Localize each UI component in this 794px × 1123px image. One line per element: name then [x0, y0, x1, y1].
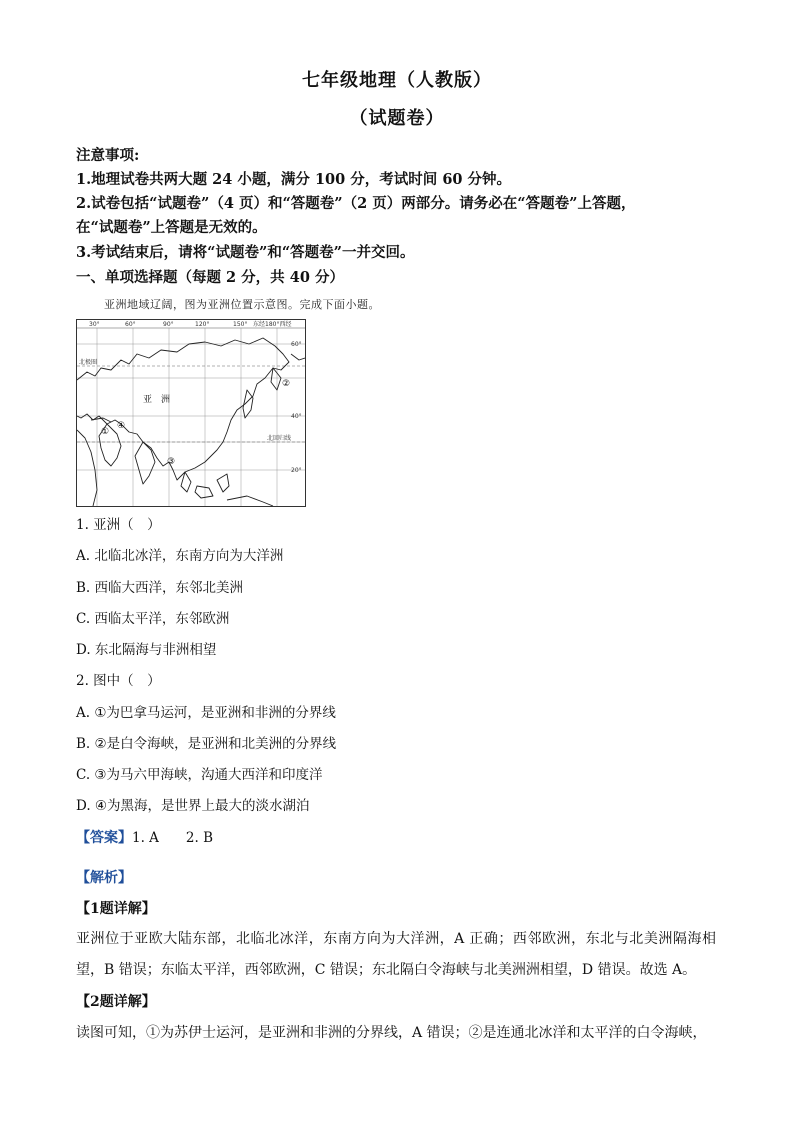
section-heading: 一、单项选择题（每题 2 分，共 40 分） [76, 269, 344, 286]
coastlines [77, 338, 305, 506]
question-1-option-d: D. 东北隔海与非洲相望 [76, 642, 217, 658]
region-label-asia: 亚 洲 [143, 395, 171, 405]
detail-1-text: 亚洲位于亚欧大陆东部，北临北冰洋，东南方向为大洋洲，A 正确；西邻欧洲，东北与北美洲隔海相望，B 错误；东临太平洋，西邻欧洲，C 错误；东北隔白令海峡与北美洲洲相望，D 错误。故选 A。 [76, 931, 716, 978]
marker-3: ③ [167, 457, 176, 467]
question-2-stem: 2. 图中（ ） [76, 673, 161, 689]
question-1-option-c: C. 西临太平洋，东邻欧洲 [76, 611, 230, 627]
lon-label-90: 90° [163, 321, 174, 328]
marker-4: ④ [117, 421, 126, 431]
notice-line-2a: 2.试卷包括“试题卷”（4 页）和“答题卷”（2 页）两部分。请务必在“答题卷”上答题， [76, 195, 636, 212]
question-1-option-b: B. 西临大西洋，东邻北美洲 [76, 580, 244, 596]
lon-label-60: 60° [125, 321, 136, 328]
question-2-option-b: B. ②是白令海峡，是亚洲和北美洲的分界线 [76, 736, 337, 752]
lat-label-20: 20° [291, 467, 302, 474]
detail-1-label: 【1题详解】 [76, 901, 156, 917]
lat-label-60: 60° [291, 341, 302, 348]
notice-line-2b: 在“试题卷”上答题是无效的。 [76, 219, 267, 236]
meridian-lines [97, 328, 277, 506]
asia-location-map [76, 319, 306, 507]
arctic-label: 北极圈 [79, 359, 98, 366]
marker-1: ① [101, 427, 110, 437]
detail-2-text: 读图可知，①为苏伊士运河，是亚洲和非洲的分界线，A 错误；②是连通北冰洋和太平洋的白令海峡， [76, 1025, 707, 1041]
notice-heading: 注意事项: [76, 147, 140, 164]
lat-label-40: 40° [291, 413, 302, 420]
analysis-label: 【解析】 [76, 870, 132, 886]
tropic-label: 北回归线 [267, 435, 292, 442]
question-2-option-a: A. ①为巴拿马运河，是亚洲和非洲的分界线 [76, 705, 336, 721]
detail-2-label: 【2题详解】 [76, 994, 156, 1010]
marker-2: ② [282, 379, 291, 389]
question-1-stem: 1. 亚洲（ ） [76, 517, 161, 533]
page-title: 七年级地理（人教版） [302, 70, 492, 91]
parallel-lines [77, 344, 305, 470]
page-subtitle: （试题卷） [349, 108, 445, 129]
question-2-option-d: D. ④为黑海，是世界上最大的淡水湖泊 [76, 798, 310, 814]
question-2-option-c: C. ③为马六甲海峡，沟通大西洋和印度洋 [76, 767, 323, 783]
answer-text: 1. A 2. B [132, 830, 214, 846]
lon-label-150: 150° [233, 321, 248, 328]
lon-label-120: 120° [195, 321, 210, 328]
answer-row [76, 826, 213, 847]
notice-line-3: 3.考试结束后，请将“试题卷”和“答题卷”一并交回。 [76, 244, 415, 261]
section-intro: 亚洲地域辽阔，图为亚洲位置示意图。完成下面小题。 [104, 298, 380, 311]
notice-line-1: 1.地理试卷共两大题 24 小题，满分 100 分，考试时间 60 分钟。 [76, 171, 512, 188]
question-1-option-a: A. 北临北冰洋，东南方向为大洋洲 [76, 548, 284, 564]
lon-label-30: 30° [89, 321, 100, 328]
answer-label: 【答案】 [76, 830, 132, 846]
map-svg [77, 320, 305, 506]
lon-label-180: 东经180°西经 [253, 321, 292, 328]
